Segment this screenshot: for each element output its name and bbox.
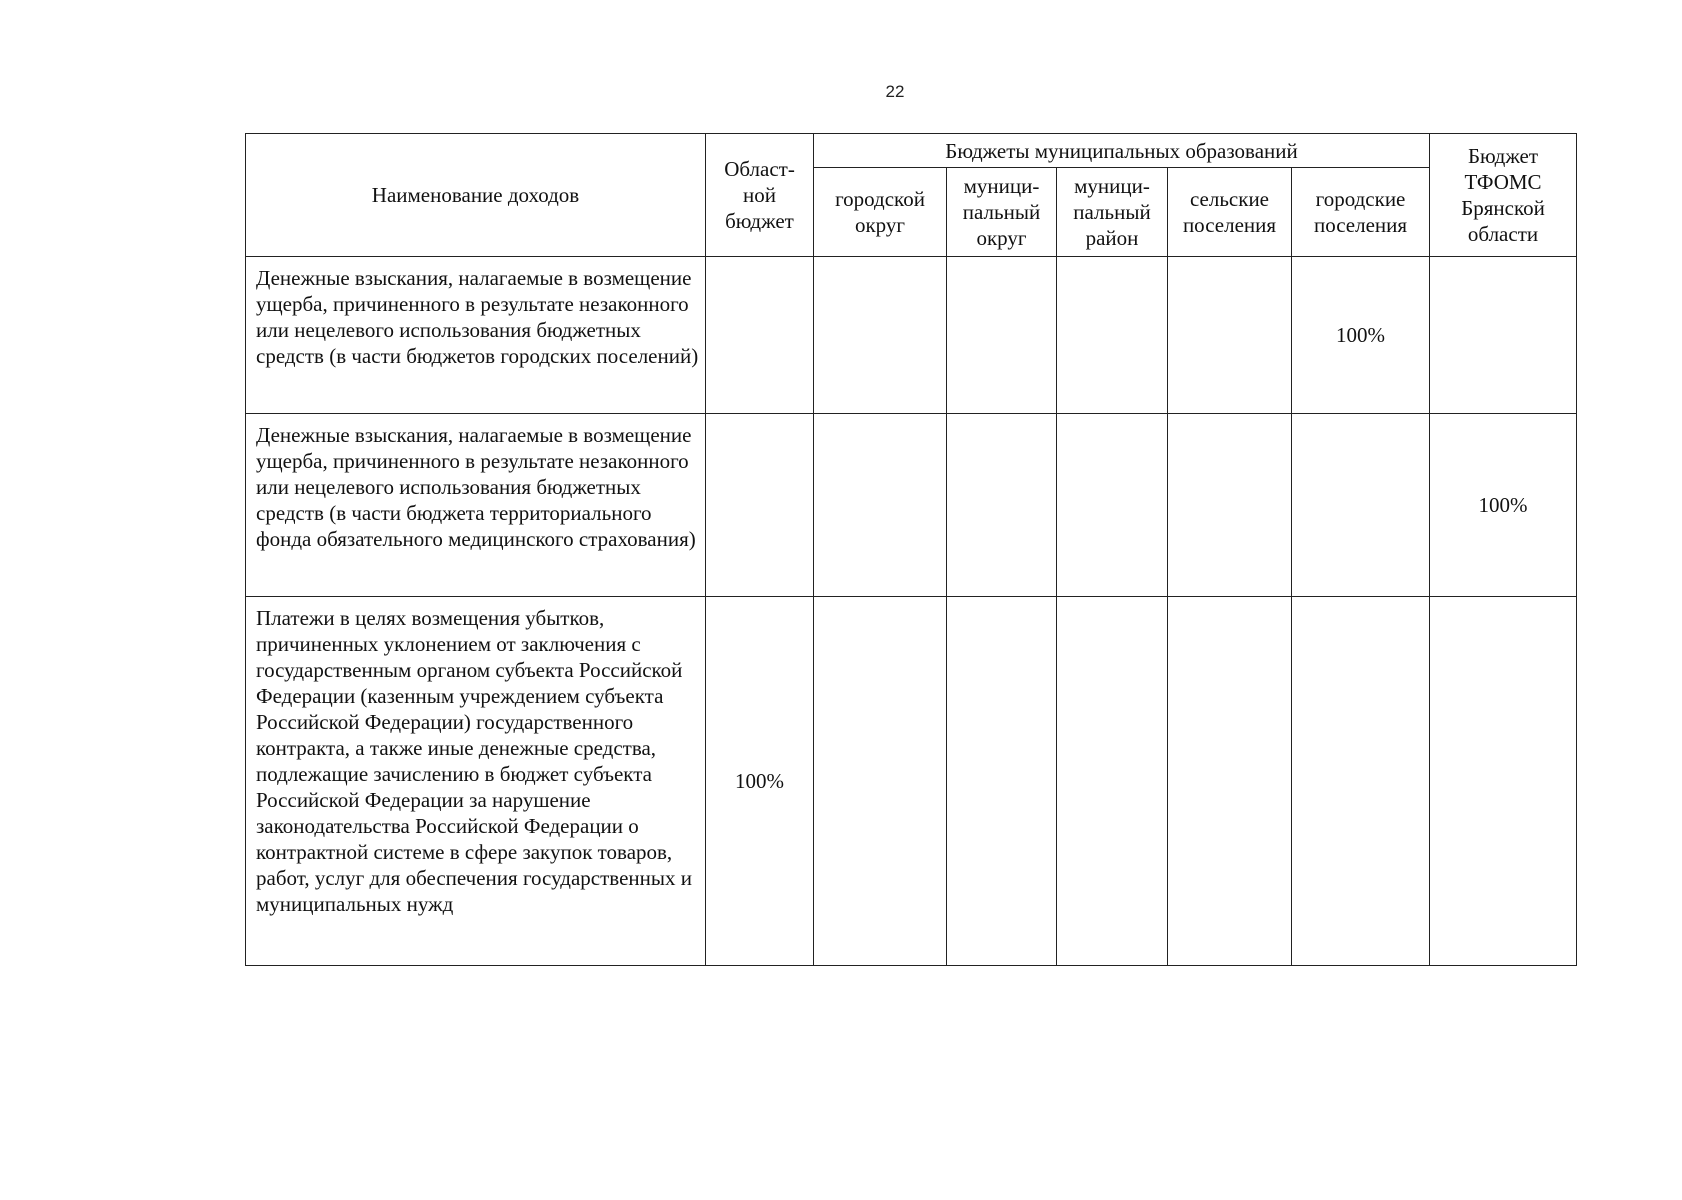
revenue-name-cell: Денежные взыскания, налагаемые в возмещение ущерба, причиненного в результате незаконного или нецелевого использования бюджетных средств (в части бюджетов городских поселений) bbox=[246, 257, 706, 414]
table-row bbox=[246, 414, 1577, 597]
revenue-name-cell: Платежи в целях возмещения убытков, причиненных уклонением от заключения с государственным органом субъекта Российской Федерации (казенным учреждением субъекта Российской Федерации) государственного контракта, а также иные денежные средства, подлежащие зачислению в бюджет субъекта Российской Федерации за нарушение законодательства Российской Федерации о контрактной системе в сфере закупок товаров, работ, услуг для обеспечения государственных и муниципальных нужд bbox=[246, 597, 706, 966]
value-cell-urban-settlements: 100% bbox=[1292, 257, 1430, 414]
header-rural-settlements: сельские поселения bbox=[1168, 168, 1292, 257]
value-cell-urban-settlements bbox=[1292, 597, 1430, 966]
value-cell-tfoms: 100% bbox=[1430, 414, 1577, 597]
header-municipal-okrug: муници- пальный округ bbox=[947, 168, 1057, 257]
revenue-name-cell: Денежные взыскания, налагаемые в возмещение ущерба, причиненного в результате незаконного или нецелевого использования бюджетных средств (в части бюджета территориального фонда обязательного медицинского страхования) bbox=[246, 414, 706, 597]
table-row bbox=[246, 597, 1577, 966]
value-cell-rural-settlements bbox=[1168, 597, 1292, 966]
value-cell-city-district bbox=[814, 257, 947, 414]
header-urban-settlements: городские поселения bbox=[1292, 168, 1430, 257]
value-cell-city-district bbox=[814, 414, 947, 597]
header-tfoms-budget: Бюджет ТФОМС Брянской области bbox=[1430, 134, 1577, 257]
revenue-distribution-table bbox=[245, 133, 1577, 966]
value-cell-municipal-okrug bbox=[947, 257, 1057, 414]
value-cell-regional bbox=[706, 414, 814, 597]
value-cell-rural-settlements bbox=[1168, 414, 1292, 597]
header-municipal-budgets: Бюджеты муниципальных образований bbox=[814, 134, 1430, 168]
value-cell-municipal-rayon bbox=[1057, 597, 1168, 966]
value-cell-regional bbox=[706, 257, 814, 414]
value-cell-municipal-rayon bbox=[1057, 257, 1168, 414]
header-row-group bbox=[246, 134, 1577, 168]
value-cell-city-district bbox=[814, 597, 947, 966]
value-cell-tfoms bbox=[1430, 257, 1577, 414]
value-cell-tfoms bbox=[1430, 597, 1577, 966]
header-regional-budget: Област- ной бюджет bbox=[706, 134, 814, 257]
value-cell-municipal-okrug bbox=[947, 597, 1057, 966]
header-municipal-rayon: муници- пальный район bbox=[1057, 168, 1168, 257]
value-cell-municipal-okrug bbox=[947, 414, 1057, 597]
value-cell-municipal-rayon bbox=[1057, 414, 1168, 597]
page-number: 22 bbox=[885, 82, 905, 101]
header-revenue-name: Наименование доходов bbox=[246, 134, 706, 257]
header-city-district: городской округ bbox=[814, 168, 947, 257]
table-row bbox=[246, 257, 1577, 414]
value-cell-urban-settlements bbox=[1292, 414, 1430, 597]
value-cell-rural-settlements bbox=[1168, 257, 1292, 414]
value-cell-regional: 100% bbox=[706, 597, 814, 966]
